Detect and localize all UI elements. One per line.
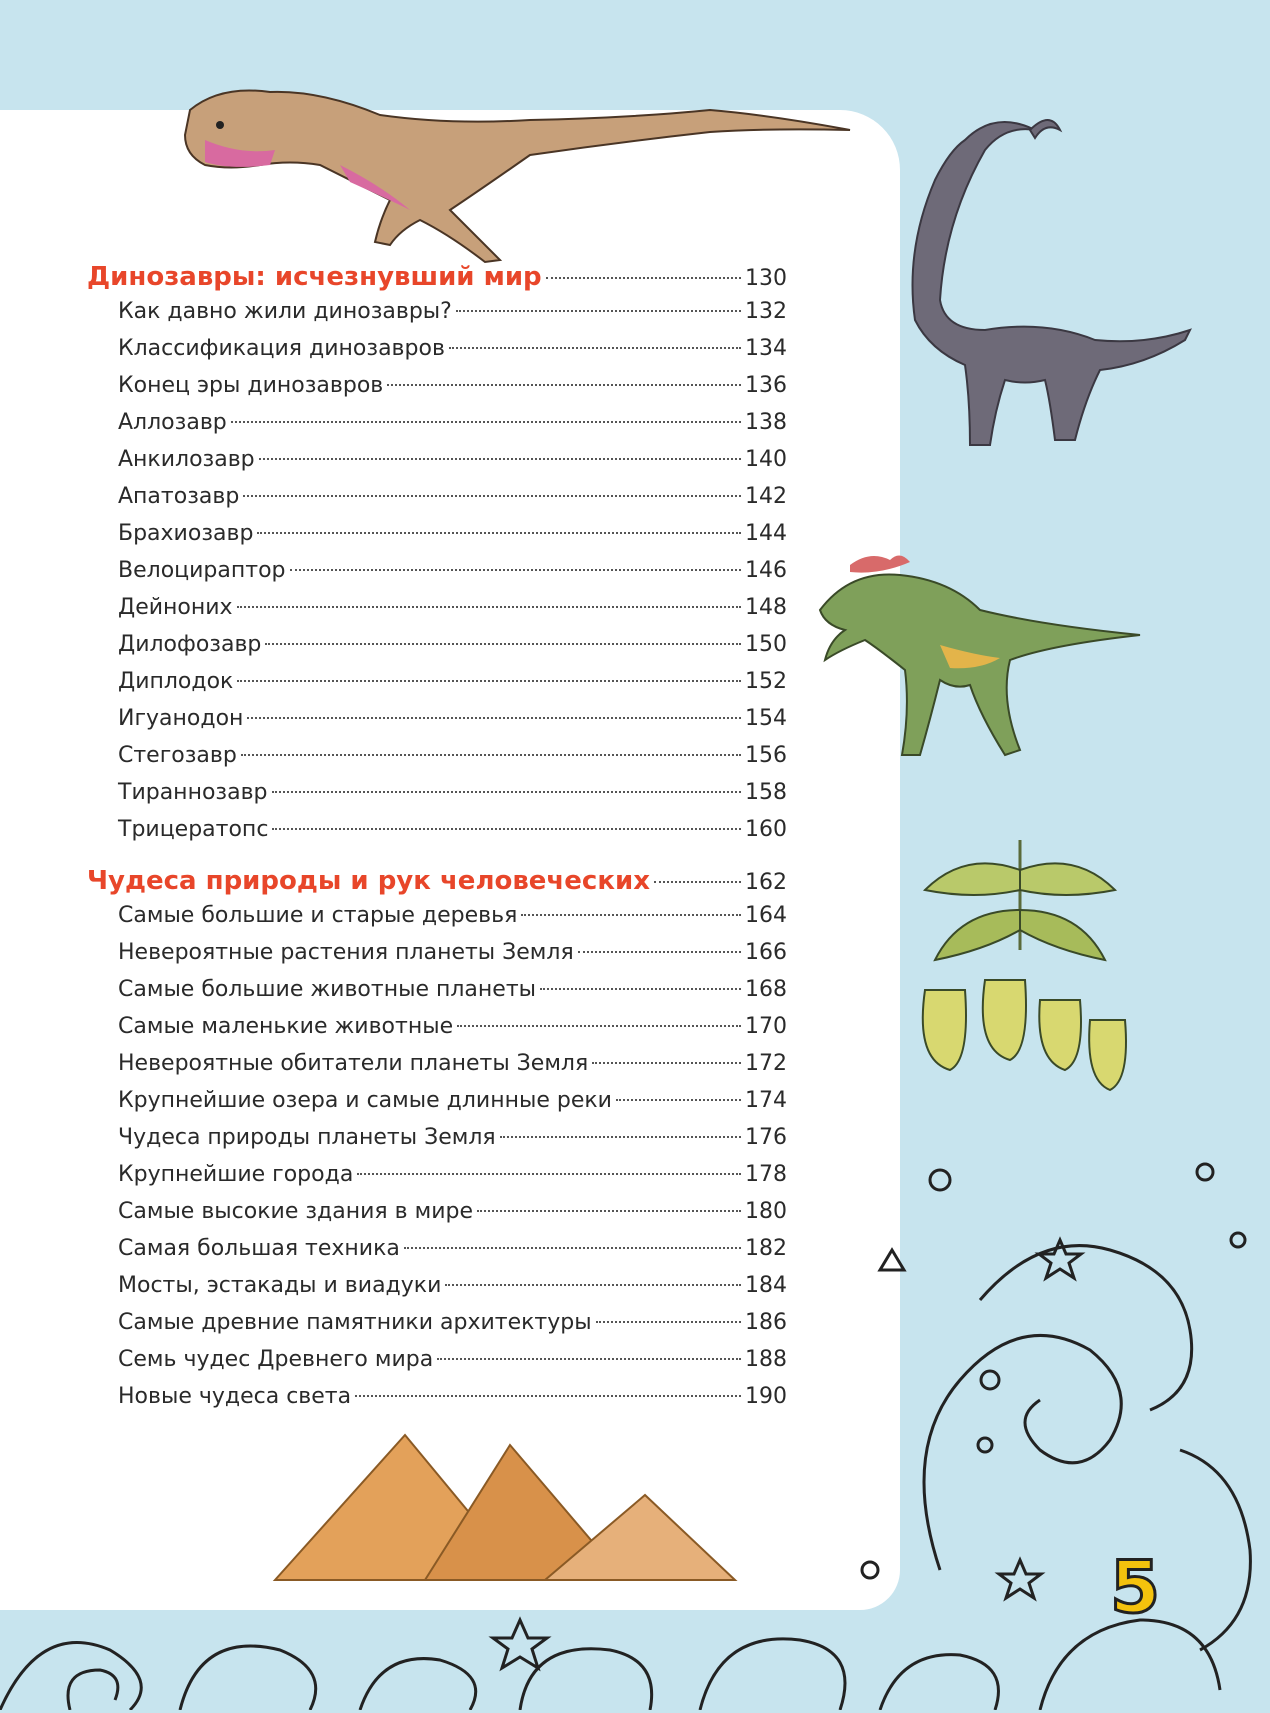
toc-entry[interactable]	[87, 1273, 787, 1310]
page-ref: 136	[745, 373, 787, 398]
page-ref: 170	[745, 1014, 787, 1039]
toc-entry[interactable]	[87, 1125, 787, 1162]
dot-leader	[259, 458, 741, 460]
page-ref: 176	[745, 1125, 787, 1150]
section-title: Чудеса природы и рук человеческих	[87, 866, 650, 896]
dot-leader	[616, 1099, 741, 1101]
page-ref: 172	[745, 1051, 787, 1076]
page-ref: 140	[745, 447, 787, 472]
toc-section-heading[interactable]	[87, 262, 787, 299]
page-ref: 190	[745, 1384, 787, 1409]
toc-entry[interactable]	[87, 632, 787, 669]
dot-leader	[237, 680, 741, 682]
toc-entry[interactable]	[87, 521, 787, 558]
entry-title: Новые чудеса света	[118, 1384, 352, 1409]
dot-leader	[355, 1395, 741, 1397]
page-ref: 146	[745, 558, 787, 583]
dot-leader	[449, 347, 741, 349]
page-ref: 154	[745, 706, 787, 731]
toc-entry[interactable]	[87, 669, 787, 706]
entry-title: Тираннозавр	[118, 780, 268, 805]
dot-leader	[437, 1358, 741, 1360]
dot-leader	[231, 421, 741, 423]
dot-leader	[243, 495, 741, 497]
entry-title: Самые древние памятники архитектуры	[118, 1310, 592, 1335]
sauropod-dinosaur-illustration	[845, 100, 1205, 500]
entry-title: Семь чудес Древнего мира	[118, 1347, 434, 1372]
dot-leader	[654, 881, 741, 883]
dot-leader	[265, 643, 741, 645]
page-ref: 188	[745, 1347, 787, 1372]
dot-leader	[456, 310, 741, 312]
entry-title: Брахиозавр	[118, 521, 254, 546]
entry-title: Классификация динозавров	[118, 336, 445, 361]
entry-title: Чудеса природы планеты Земля	[118, 1125, 496, 1150]
dot-leader	[241, 754, 741, 756]
toc-entry[interactable]	[87, 558, 787, 595]
page-number: 5	[1110, 1545, 1161, 1629]
toc-entry[interactable]	[87, 977, 787, 1014]
entry-title: Самые большие и старые деревья	[118, 903, 518, 928]
entry-title: Дилофозавр	[118, 632, 262, 657]
toc-entry[interactable]	[87, 373, 787, 410]
table-of-contents	[87, 262, 787, 1421]
page-ref: 132	[745, 299, 787, 324]
dot-leader	[247, 717, 741, 719]
toc-entry[interactable]	[87, 336, 787, 373]
entry-title: Игуанодон	[118, 706, 244, 731]
theropod-dinosaur-illustration	[150, 70, 870, 270]
page-ref: 150	[745, 632, 787, 657]
toc-entry[interactable]	[87, 484, 787, 521]
page-ref: 130	[745, 266, 787, 291]
dilophosaurus-illustration	[810, 550, 1150, 780]
entry-title: Стегозавр	[118, 743, 237, 768]
toc-entry[interactable]	[87, 817, 787, 854]
page-ref: 156	[745, 743, 787, 768]
entry-title: Невероятные обитатели планеты Земля	[118, 1051, 589, 1076]
toc-entry[interactable]	[87, 780, 787, 817]
dot-leader	[272, 828, 741, 830]
toc-entry[interactable]	[87, 1162, 787, 1199]
entry-title: Конец эры динозавров	[118, 373, 384, 398]
entry-title: Как давно жили динозавры?	[118, 299, 452, 324]
page-ref: 144	[745, 521, 787, 546]
page-ref: 168	[745, 977, 787, 1002]
toc-entry[interactable]	[87, 1014, 787, 1051]
page-ref: 158	[745, 780, 787, 805]
dot-leader	[596, 1321, 741, 1323]
toc-entry[interactable]	[87, 706, 787, 743]
page-ref: 180	[745, 1199, 787, 1224]
page-ref: 164	[745, 903, 787, 928]
toc-entry[interactable]	[87, 743, 787, 780]
entry-title: Самые большие животные планеты	[118, 977, 537, 1002]
dot-leader	[237, 606, 741, 608]
dot-leader	[477, 1210, 741, 1212]
dot-leader	[404, 1247, 741, 1249]
toc-entry[interactable]	[87, 1199, 787, 1236]
toc-entry[interactable]	[87, 1384, 787, 1421]
toc-entry[interactable]	[87, 1347, 787, 1384]
toc-entry[interactable]	[87, 1051, 787, 1088]
page-ref: 182	[745, 1236, 787, 1261]
page-ref: 178	[745, 1162, 787, 1187]
page-ref: 166	[745, 940, 787, 965]
dot-leader	[445, 1284, 741, 1286]
page-ref: 152	[745, 669, 787, 694]
entry-title: Самая большая техника	[118, 1236, 400, 1261]
toc-entry[interactable]	[87, 299, 787, 336]
entry-title: Крупнейшие озера и самые длинные реки	[118, 1088, 612, 1113]
entry-title: Самые маленькие животные	[118, 1014, 454, 1039]
entry-title: Аллозавр	[118, 410, 227, 435]
dot-leader	[257, 532, 741, 534]
dot-leader	[521, 914, 741, 916]
entry-title: Невероятные растения планеты Земля	[118, 940, 574, 965]
dot-leader	[592, 1062, 741, 1064]
dot-leader	[272, 791, 741, 793]
toc-entry[interactable]	[87, 1310, 787, 1347]
entry-title: Анкилозавр	[118, 447, 255, 472]
toc-entry[interactable]	[87, 1088, 787, 1125]
entry-title: Трицератопс	[118, 817, 269, 842]
dot-leader	[546, 277, 741, 279]
entry-title: Крупнейшие города	[118, 1162, 354, 1187]
toc-entry[interactable]	[87, 410, 787, 447]
page-ref: 174	[745, 1088, 787, 1113]
entry-title: Дейноних	[118, 595, 233, 620]
toc-entry[interactable]	[87, 903, 787, 940]
dot-leader	[578, 951, 741, 953]
dot-leader	[457, 1025, 741, 1027]
page-ref: 186	[745, 1310, 787, 1335]
dot-leader	[500, 1136, 741, 1138]
toc-entry[interactable]	[87, 447, 787, 484]
toc-entry[interactable]	[87, 595, 787, 632]
dot-leader	[290, 569, 742, 571]
toc-entry[interactable]	[87, 1236, 787, 1273]
pitcher-plant-illustration	[905, 830, 1135, 1100]
page-ref: 184	[745, 1273, 787, 1298]
dot-leader	[357, 1173, 741, 1175]
entry-title: Диплодок	[118, 669, 234, 694]
page-ref: 142	[745, 484, 787, 509]
page-ref: 162	[745, 870, 787, 895]
section-title: Динозавры: исчезнувший мир	[87, 262, 542, 292]
entry-title: Велоцираптор	[118, 558, 286, 583]
page-ref: 138	[745, 410, 787, 435]
page-ref: 148	[745, 595, 787, 620]
dot-leader	[540, 988, 741, 990]
page-ref: 160	[745, 817, 787, 842]
page-ref: 134	[745, 336, 787, 361]
entry-title: Мосты, эстакады и виадуки	[118, 1273, 442, 1298]
toc-section-heading[interactable]	[87, 866, 787, 903]
entry-title: Самые высокие здания в мире	[118, 1199, 473, 1224]
entry-title: Апатозавр	[118, 484, 240, 509]
dot-leader	[387, 384, 741, 386]
toc-entry[interactable]	[87, 940, 787, 977]
